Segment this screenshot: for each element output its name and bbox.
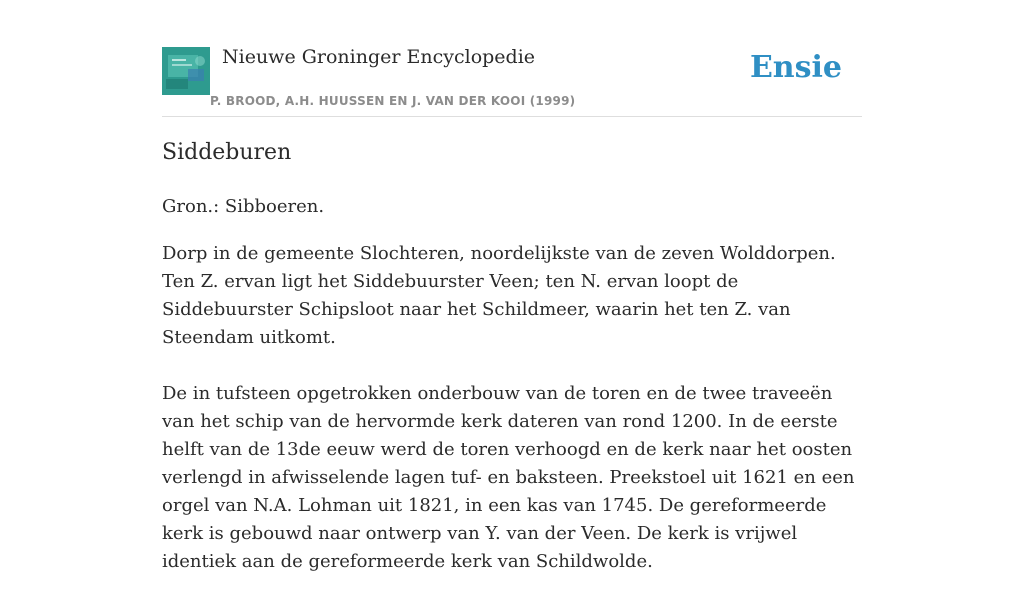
article-title: Siddeburen xyxy=(162,140,292,165)
article-paragraph: Dorp in de gemeente Slochteren, noordelijkste van de zeven Wolddorpen. Ten Z. ervan ligt het Siddebuurster Veen; ten N. ervan loopt de Siddebuurster Schipsloot naar het Schildmeer, waarin het ten Z. van Steendam uitkomt. xyxy=(162,243,836,348)
book-cover-icon xyxy=(162,47,210,95)
article-paragraph: Gron.: Sibboeren. xyxy=(162,196,325,217)
encyclopedia-title[interactable]: Nieuwe Groninger Encyclopedie xyxy=(222,46,536,68)
article-paragraph: De in tufsteen opgetrokken onderbouw van de toren en de twee traveeën van het schip van de hervormde kerk dateren van rond 1200. In de eerste helft van de 13de eeuw werd de toren verhoogd en de kerk naar het oosten verlengd in afwisselende lagen tuf- en baksteen. Preekstoel uit 1621 en een orgel van N.A. Lohman uit 1821, in een kas van 1745. De gereformeerde kerk is gebouwd naar ontwerp van Y. van der Veen. De kerk is vrijwel identiek aan de gereformeerde kerk van Schildwolde. xyxy=(162,383,855,572)
page-header xyxy=(162,44,862,117)
encyclopedia-avatar[interactable] xyxy=(162,47,210,95)
ensie-logo[interactable]: Ensie xyxy=(749,50,842,85)
authors-byline: P. BROOD, A.H. HUUSSEN EN J. VAN DER KOOI (1999) xyxy=(210,94,576,108)
article-body xyxy=(162,193,862,596)
